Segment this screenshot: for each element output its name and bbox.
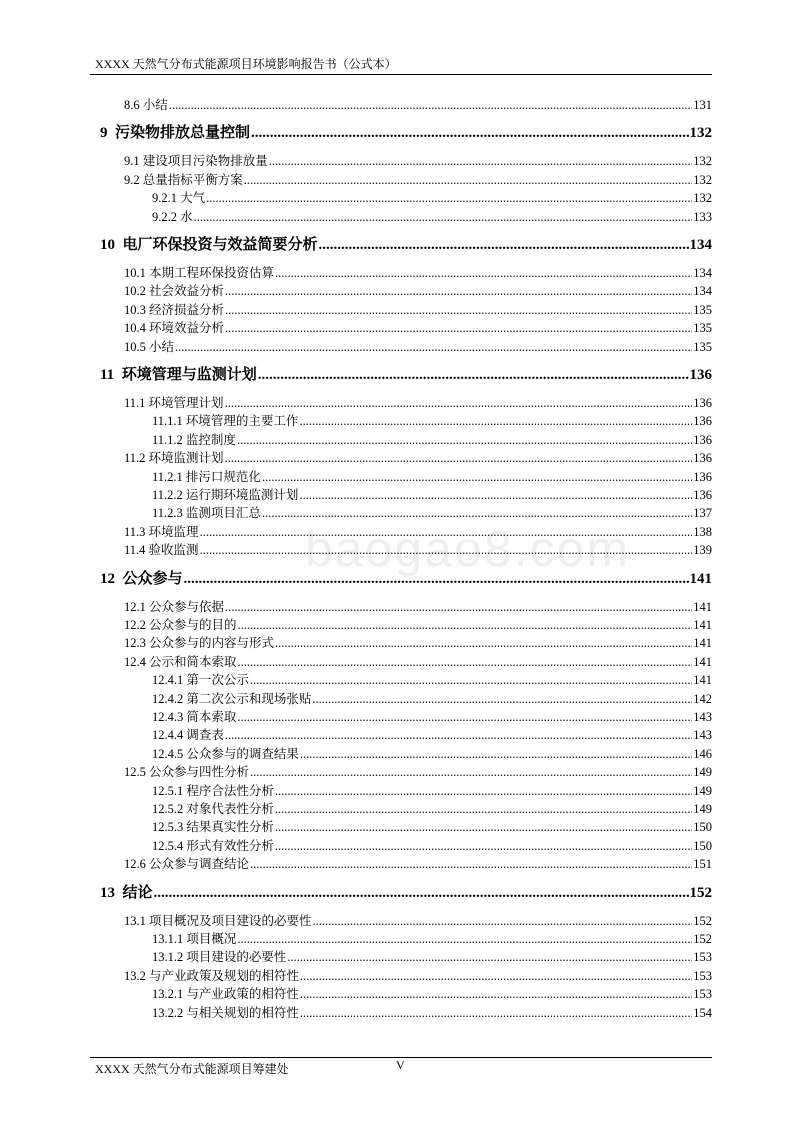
toc-leader-dots [225,319,692,337]
toc-leader-dots [206,189,692,207]
toc-entry-label [124,338,174,356]
toc-entry[interactable] [152,726,712,744]
toc-entry-title: 大气 [180,191,206,206]
toc-entry-label [100,234,318,256]
toc-entry-number: 13.1.2 [152,950,184,965]
toc-entry-number: 12.4.2 [152,691,184,706]
toc-entry-title: 小结 [142,98,168,112]
toc-leader-dots [237,930,692,948]
toc-entry-page: 131 [693,98,712,112]
toc-leader-dots [313,912,693,930]
toc-entry-label [152,208,193,226]
toc-entry-title: 结论 [122,884,153,901]
toc-entry-label [124,523,199,541]
toc-leader-dots [300,967,692,985]
toc-entry-number: 13.2.1 [152,987,184,1002]
toc-entry-label [124,152,268,170]
toc-entry[interactable] [124,763,712,781]
toc-leader-dots [225,394,693,412]
toc-entry-title: 运行期环境监测计划 [185,488,299,502]
toc-entry-page: 135 [693,339,712,354]
toc-entry[interactable] [124,338,712,356]
toc-entry-label [152,985,299,1003]
toc-entry-title: 环境监测计划 [148,451,224,466]
toc-entry-title: 本期工程环保投资估算 [149,266,275,280]
toc-chapter[interactable] [100,122,712,144]
toc-entry-label [152,800,274,818]
toc-entry-number: 12.5.1 [152,783,184,798]
toc-entry-number: 11.2.3 [152,506,183,521]
toc-entry-title: 调查表 [186,728,224,743]
toc-entry-label [152,504,261,522]
toc-chapter[interactable] [100,882,712,904]
toc-leader-dots [275,782,692,800]
toc-entry-label [124,763,249,781]
toc-leader-dots [200,523,693,541]
toc-leader-dots [225,598,692,616]
toc-entry-label [124,967,299,985]
toc-entry-title: 公众参与的目的 [149,618,237,632]
toc-entry-label [124,598,224,616]
toc-entry-title: 公众参与依据 [149,599,225,614]
toc-entry-page: 136 [693,396,712,410]
toc-entry[interactable] [124,394,712,412]
toc-entry[interactable] [152,782,712,800]
toc-entry-page: 150 [693,838,712,853]
toc-entry-number: 12.5.2 [152,802,184,816]
toc-entry-page: 143 [693,710,712,724]
toc-entry-label [152,930,236,948]
toc-entry-number: 13 [100,884,115,901]
toc-leader-dots [275,837,692,855]
toc-leader-dots [275,800,692,818]
toc-entry-number: 10.2 [124,284,146,299]
toc-entry-gap [108,125,116,141]
toc-entry-page: 141 [693,654,712,669]
toc-entry[interactable] [152,468,712,486]
toc-entry-page: 132 [693,172,712,187]
toc-entry-title: 环境管理计划 [148,396,224,410]
toc-entry-page: 141 [693,636,712,651]
toc-entry-number: 12.4.3 [152,710,184,724]
toc-entry-number: 12.4.5 [152,746,184,761]
toc-entry[interactable] [124,967,712,985]
toc-entry-title: 水 [180,209,193,224]
toc-entry[interactable] [124,449,712,467]
toc-entry-title: 形式有效性分析 [186,838,274,853]
toc-entry-title: 公众参与的调查结果 [186,746,299,761]
toc-leader-dots [238,616,693,634]
toc-entry-label [152,818,274,836]
toc-entry[interactable] [152,745,712,763]
toc-leader-dots [269,152,692,170]
toc-entry-label [152,671,249,689]
toc-entry-label [152,431,236,449]
toc-chapter[interactable] [100,364,712,386]
toc-entry[interactable] [152,690,712,708]
toc-entry-title: 建设项目污染物排放量 [142,154,268,169]
toc-entry-label [152,189,205,207]
toc-leader-dots [169,96,692,114]
toc-leader-dots [287,948,692,966]
toc-entry-title: 公众参与 [122,570,183,587]
toc-leader-dots [258,364,689,386]
toc-entry-page: 137 [693,506,712,521]
toc-entry-number: 12.3 [124,636,146,651]
toc-entry-number: 9.1 [124,154,140,169]
toc-entry-label [124,282,224,300]
toc-entry-page: 141 [693,618,712,632]
toc-entry-page: 136 [693,414,712,429]
toc-entry-number: 10.3 [124,302,146,317]
toc-entry-page: 132 [693,191,712,206]
toc-entry-title: 排污口规范化 [185,469,261,484]
toc-entry-title: 环境管理与监测计划 [121,367,257,383]
toc-entry-label [124,96,168,114]
toc-entry[interactable] [124,598,712,616]
toc-entry-title: 监控制度 [185,432,236,447]
toc-entry-page: 154 [693,1005,712,1020]
toc-entry-page: 133 [693,209,712,224]
toc-entry-number: 12.5 [124,765,146,780]
toc-entry[interactable] [124,616,712,634]
toc-entry-title: 污染物排放总量控制 [115,125,251,142]
toc-entry-page: 136 [693,469,712,484]
toc-leader-dots [250,671,692,689]
toc-entry-number: 11.2.1 [152,469,183,484]
toc-entry[interactable] [124,653,712,671]
toc-entry-number: 12.4 [124,654,146,669]
toc-entry[interactable] [124,912,712,930]
toc-entry-number: 10 [100,237,115,253]
toc-entry-page: 136 [693,432,712,447]
toc-leader-dots [154,882,689,904]
toc-entry[interactable] [124,634,712,652]
toc-entry[interactable] [152,486,712,504]
toc-entry-label [152,948,286,966]
toc-entry-number: 9.2 [124,172,140,187]
toc-entry[interactable] [124,855,712,873]
toc-entry[interactable] [152,930,712,948]
watermark: baogao8.com [305,521,631,577]
toc-leader-dots [312,690,692,708]
toc-entry-title: 第一次公示 [186,673,249,688]
toc-entry-number: 11.1.1 [152,414,183,429]
toc-entry-title: 电厂环保投资与效益简要分析 [122,237,318,253]
toc-entry-page: 141 [693,673,712,688]
toc-entry-label [124,301,224,319]
toc-entry-number: 11.3 [124,524,146,539]
toc-leader-dots [275,818,692,836]
page-number: V [396,1058,405,1072]
toc-entry-page: 136 [693,451,712,466]
toc-entry-number: 11.2 [124,451,146,466]
toc-entry-page: 141 [689,570,712,587]
toc-entry-page: 132 [689,125,712,142]
toc-entry-label [124,264,274,282]
toc-entry-page: 134 [693,284,712,299]
toc-entry-title: 经济损益分析 [149,302,225,317]
toc-leader-dots [250,855,692,873]
toc-chapter[interactable] [100,568,712,590]
toc-entry-label [100,364,257,386]
toc-entry-page: 136 [693,488,712,502]
toc-entry-title: 与产业政策及规划的相符性 [149,968,300,983]
toc-entry[interactable] [124,152,712,170]
toc-entry-page: 138 [693,524,712,539]
toc-entry-number: 13.1 [124,913,146,928]
toc-entry-title: 环境监理 [148,524,199,539]
toc-entry[interactable] [152,431,712,449]
toc-entry[interactable] [124,96,712,114]
toc-entry-label [124,912,312,930]
toc-leader-dots [225,726,692,744]
toc-leader-dots [319,234,689,256]
toc-entry-label [124,541,199,559]
toc-entry-label [152,468,261,486]
toc-leader-dots [251,122,688,144]
toc-entry-label [152,837,274,855]
page-footer: XXXX 天然气分布式能源项目筹建处 [95,1062,289,1076]
toc-entry-label [152,726,224,744]
toc-entry-title: 公示和简本索取 [149,654,237,669]
toc-entry[interactable] [124,541,712,559]
toc-leader-dots [262,504,692,522]
toc-entry-title: 项目概况 [186,932,237,946]
toc-entry[interactable] [152,948,712,966]
toc-entry-page: 139 [693,543,712,558]
toc-entry-label [124,171,243,189]
toc-entry[interactable] [124,319,712,337]
toc-entry-number: 12.5.4 [152,838,184,853]
toc-leader-dots [225,449,693,467]
toc-entry-page: 143 [693,728,712,743]
toc-entry-number: 12 [100,570,115,587]
toc-leader-dots [237,708,692,726]
toc-entry-page: 152 [689,884,712,901]
toc-entry-number: 13.2 [124,968,146,983]
toc-entry-number: 11.4 [124,543,146,558]
toc-entry-label [124,394,224,412]
toc-entry-page: 135 [693,302,712,317]
toc-entry-label [152,745,299,763]
toc-entry-label [100,882,153,904]
toc-entry-page: 152 [693,932,712,946]
toc-entry-label [124,855,249,873]
toc-entry[interactable] [152,208,712,226]
toc-entry-number: 12.4.4 [152,728,184,743]
toc-entry-page: 142 [693,691,712,706]
toc-leader-dots [225,301,692,319]
toc-entry-number: 13.1.1 [152,932,184,946]
toc-entry[interactable] [152,985,712,1003]
toc-entry-label [124,319,224,337]
toc-entry-page: 153 [693,968,712,983]
toc-entry[interactable] [152,189,712,207]
toc-leader-dots [300,985,692,1003]
toc-entry-number: 12.4.1 [152,673,184,688]
toc-entry-label [152,486,298,504]
toc-leader-dots [299,412,692,430]
toc-entry-number: 9 [100,125,108,142]
toc-entry-page: 149 [693,765,712,780]
toc-entry-number: 9.2.2 [152,209,177,224]
toc-entry-label [152,1004,299,1022]
toc-entry[interactable] [152,800,712,818]
toc-entry-page: 134 [693,266,712,280]
toc-entry-title: 公众参与调查结论 [149,857,250,872]
toc-leader-dots [300,1004,692,1022]
toc-entry-page: 149 [693,783,712,798]
toc-entry-title: 社会效益分析 [149,284,225,299]
toc-entry-title: 总量指标平衡方案 [142,172,243,187]
toc-entry-label [124,449,224,467]
toc-entry[interactable] [124,171,712,189]
toc-entry[interactable] [152,504,712,522]
toc-entry[interactable] [152,708,712,726]
toc-entry-number: 9.2.1 [152,191,177,206]
toc-entry-number: 10.1 [124,266,146,280]
toc-entry-number: 11.1 [124,396,146,410]
toc-entry-title: 简本索取 [186,710,237,724]
toc-entry-label [124,616,237,634]
toc-entry-gap [115,237,123,253]
toc-entry[interactable] [152,818,712,836]
toc-entry[interactable] [124,523,712,541]
toc-entry-label [124,653,237,671]
page-header: XXXX 天然气分布式能源项目环境影响报告书（公式本） [95,57,397,71]
toc-entry-page: 135 [693,321,712,336]
toc-entry-page: 136 [689,367,712,383]
toc-entry[interactable] [124,282,712,300]
toc-leader-dots [194,208,693,226]
toc-leader-dots [238,653,693,671]
toc-entry-page: 150 [693,820,712,835]
toc-entry[interactable] [152,1004,712,1022]
toc-entry-number: 12.1 [124,599,146,614]
toc-leader-dots [225,282,692,300]
toc-entry[interactable] [152,412,712,430]
toc-entry-label [100,568,183,590]
toc-entry-title: 对象代表性分析 [186,802,274,816]
toc-leader-dots [275,264,692,282]
toc-entry-title: 结果真实性分析 [186,820,274,835]
toc-leader-dots [244,171,692,189]
toc-entry-title: 小结 [149,339,175,354]
toc-entry-number: 8.6 [124,98,140,112]
toc-entry-number: 13.2.2 [152,1005,184,1020]
toc-leader-dots [237,431,692,449]
toc-entry-page: 151 [693,857,712,872]
toc-leader-dots [200,541,693,559]
toc-entry-number: 11.1.2 [152,432,183,447]
toc-entry-page: 153 [693,987,712,1002]
toc-entry-title: 公众参与四性分析 [149,765,250,780]
toc-leader-dots [184,568,689,590]
toc-entry-gap [114,367,122,383]
toc-entry-label [100,122,250,144]
toc-entry-title: 监测项目汇总 [185,506,261,521]
toc-entry-label [152,782,274,800]
toc-entry-number: 12.2 [124,618,146,632]
toc-entry-page: 132 [693,154,712,169]
toc-entry-number: 10.4 [124,321,146,336]
toc-entry-label [152,708,236,726]
toc-entry-number: 10.5 [124,339,146,354]
toc-leader-dots [300,745,692,763]
toc-leader-dots [262,468,692,486]
toc-entry[interactable] [152,671,712,689]
toc-entry-gap [115,885,123,901]
toc-entry-title: 与相关规划的相符性 [186,1005,299,1020]
toc-entry-title: 项目概况及项目建设的必要性 [149,913,312,928]
toc-entry-title: 环境管理的主要工作 [185,414,299,429]
toc-entry-title: 与产业政策的相符性 [186,987,299,1002]
toc-entry-page: 146 [693,746,712,761]
toc-entry-gap [115,571,123,587]
toc-entry-title: 环境效益分析 [149,321,225,336]
toc-entry-page: 134 [689,237,712,253]
toc-entry[interactable] [152,837,712,855]
toc-leader-dots [299,486,692,504]
toc-entry-title: 公众参与的内容与形式 [149,636,275,651]
toc-entry-number: 11.2.2 [152,488,183,502]
toc-entry-title: 第二次公示和现场张贴 [186,691,312,706]
toc-entry-title: 验收监测 [148,543,199,558]
toc-leader-dots [250,763,692,781]
toc-entry-title: 程序合法性分析 [186,783,274,798]
toc-entry-label [152,412,298,430]
toc-entry-page: 152 [693,913,712,928]
toc-entry[interactable] [124,301,712,319]
toc-entry-page: 149 [693,802,712,816]
toc-entry-page: 153 [693,950,712,965]
toc-entry-label [152,690,311,708]
toc-entry-label [124,634,274,652]
toc-chapter[interactable] [100,234,712,256]
toc-entry-title: 项目建设的必要性 [186,950,287,965]
toc-entry-page: 141 [693,599,712,614]
header-rule [90,74,712,75]
toc-entry-number: 12.5.3 [152,820,184,835]
toc-entry-number: 12.6 [124,857,146,872]
toc-leader-dots [275,634,692,652]
toc-entry-number: 11 [100,367,115,383]
toc-entry[interactable] [124,264,712,282]
toc-leader-dots [175,338,692,356]
